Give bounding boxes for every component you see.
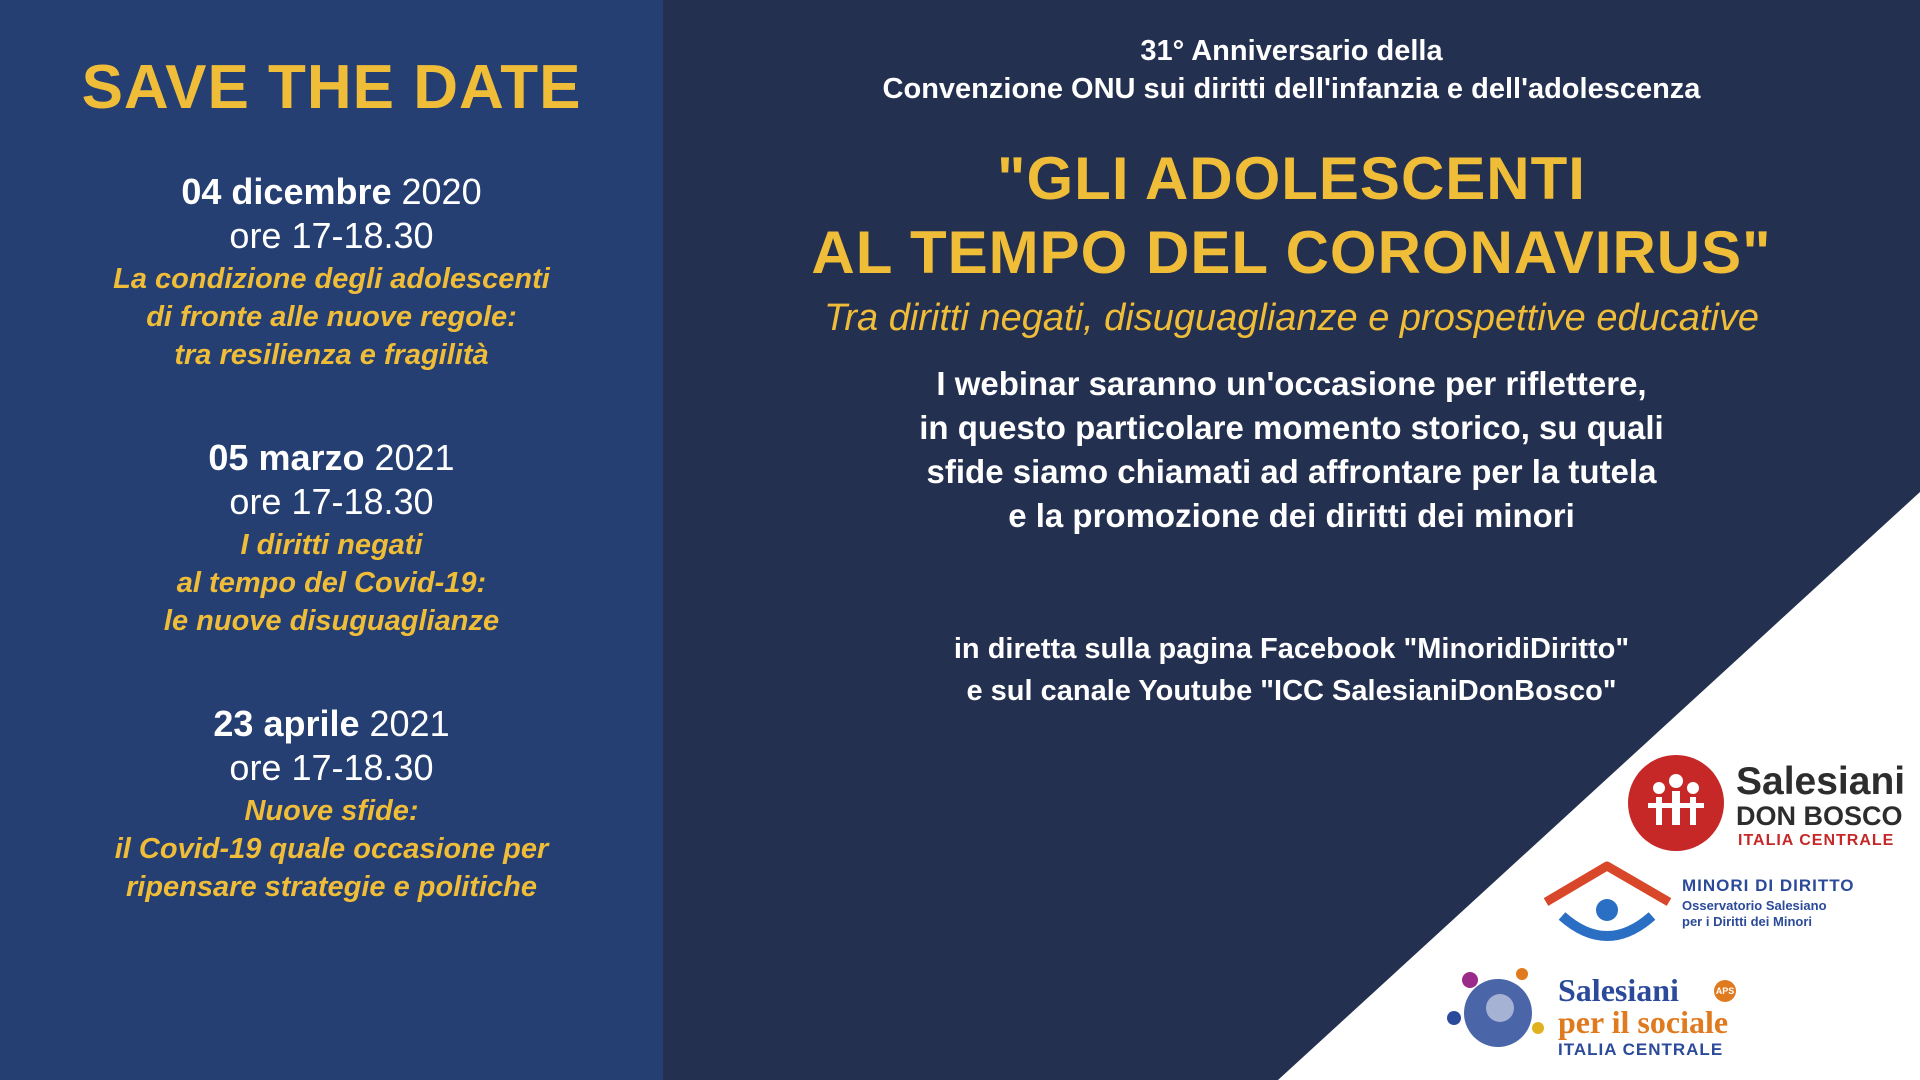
salesiani-emblem-icon bbox=[1628, 755, 1724, 851]
description-line: in questo particolare momento storico, su quali bbox=[919, 409, 1664, 446]
anniversary-heading bbox=[663, 32, 1920, 108]
event-description: La condizione degli adolescenti di fronte alle nuove regole: tra resilienza e fragilità bbox=[113, 263, 550, 371]
logo-text: DON BOSCO bbox=[1736, 801, 1903, 831]
event-time: ore 17-18.30 bbox=[229, 481, 434, 522]
event-2 bbox=[0, 436, 663, 640]
logo-text: ITALIA CENTRALE bbox=[1558, 1040, 1724, 1059]
salesiani-don-bosco-logo bbox=[1628, 752, 1913, 852]
event-time: ore 17-18.30 bbox=[229, 215, 434, 256]
event-date: 05 marzo 2021 bbox=[208, 437, 455, 478]
logo-text: ITALIA CENTRALE bbox=[1738, 832, 1895, 849]
portrait-splash-icon bbox=[1440, 958, 1555, 1058]
event-time: ore 17-18.30 bbox=[229, 747, 434, 788]
event-description: I diritti negati al tempo del Covid-19: le nuove disuguaglianze bbox=[163, 529, 500, 637]
description-line: e la promozione dei diritti dei minori bbox=[1008, 497, 1575, 534]
title-line: AL TEMPO DEL CORONAVIRUS" bbox=[811, 219, 1772, 286]
description-line: I webinar saranno un'occasione per riflettere, bbox=[936, 365, 1647, 402]
logo-text: Salesiani bbox=[1558, 972, 1679, 1008]
youtube-line: e sul canale Youtube "ICC SalesianiDonBosco" bbox=[966, 675, 1617, 707]
convention-line: Convenzione ONU sui diritti dell'infanzia e dell'adolescenza bbox=[882, 73, 1701, 105]
event-description: Nuove sfide: il Covid-19 quale occasione per ripensare strategie e politiche bbox=[114, 795, 549, 903]
event-date: 04 dicembre 2020 bbox=[181, 171, 482, 212]
aps-badge: APS bbox=[1714, 980, 1736, 1002]
logo-text: per i Diritti dei Minori bbox=[1682, 914, 1813, 929]
title-line: "GLI ADOLESCENTI bbox=[997, 145, 1586, 212]
logo-text: Salesiani bbox=[1736, 760, 1906, 803]
description-line: sfide siamo chiamati ad affrontare per la tutela bbox=[926, 453, 1657, 490]
minori-di-diritto-logo bbox=[1540, 860, 1880, 950]
subtitle: Tra diritti negati, disuguaglianze e prospettive educative bbox=[823, 297, 1760, 339]
salesiani-per-il-sociale-logo bbox=[1440, 958, 1780, 1058]
event-date: 23 aprile 2021 bbox=[213, 703, 450, 744]
logo-text: per il sociale bbox=[1558, 1004, 1729, 1040]
main-title bbox=[663, 142, 1920, 290]
facebook-line: in diretta sulla pagina Facebook "MinoridiDiritto" bbox=[953, 633, 1630, 665]
logo-text: Osservatorio Salesiano bbox=[1682, 898, 1827, 913]
event-3 bbox=[0, 702, 663, 906]
save-the-date-headline: SAVE THE DATE bbox=[81, 53, 582, 122]
description-paragraph bbox=[663, 362, 1920, 538]
event-1 bbox=[0, 170, 663, 374]
house-icon bbox=[1540, 860, 1675, 950]
anniversary-line: 31° Anniversario della bbox=[1140, 35, 1443, 67]
logo-text: MINORI DI DIRITTO bbox=[1682, 876, 1855, 895]
live-stream-info bbox=[663, 628, 1920, 712]
